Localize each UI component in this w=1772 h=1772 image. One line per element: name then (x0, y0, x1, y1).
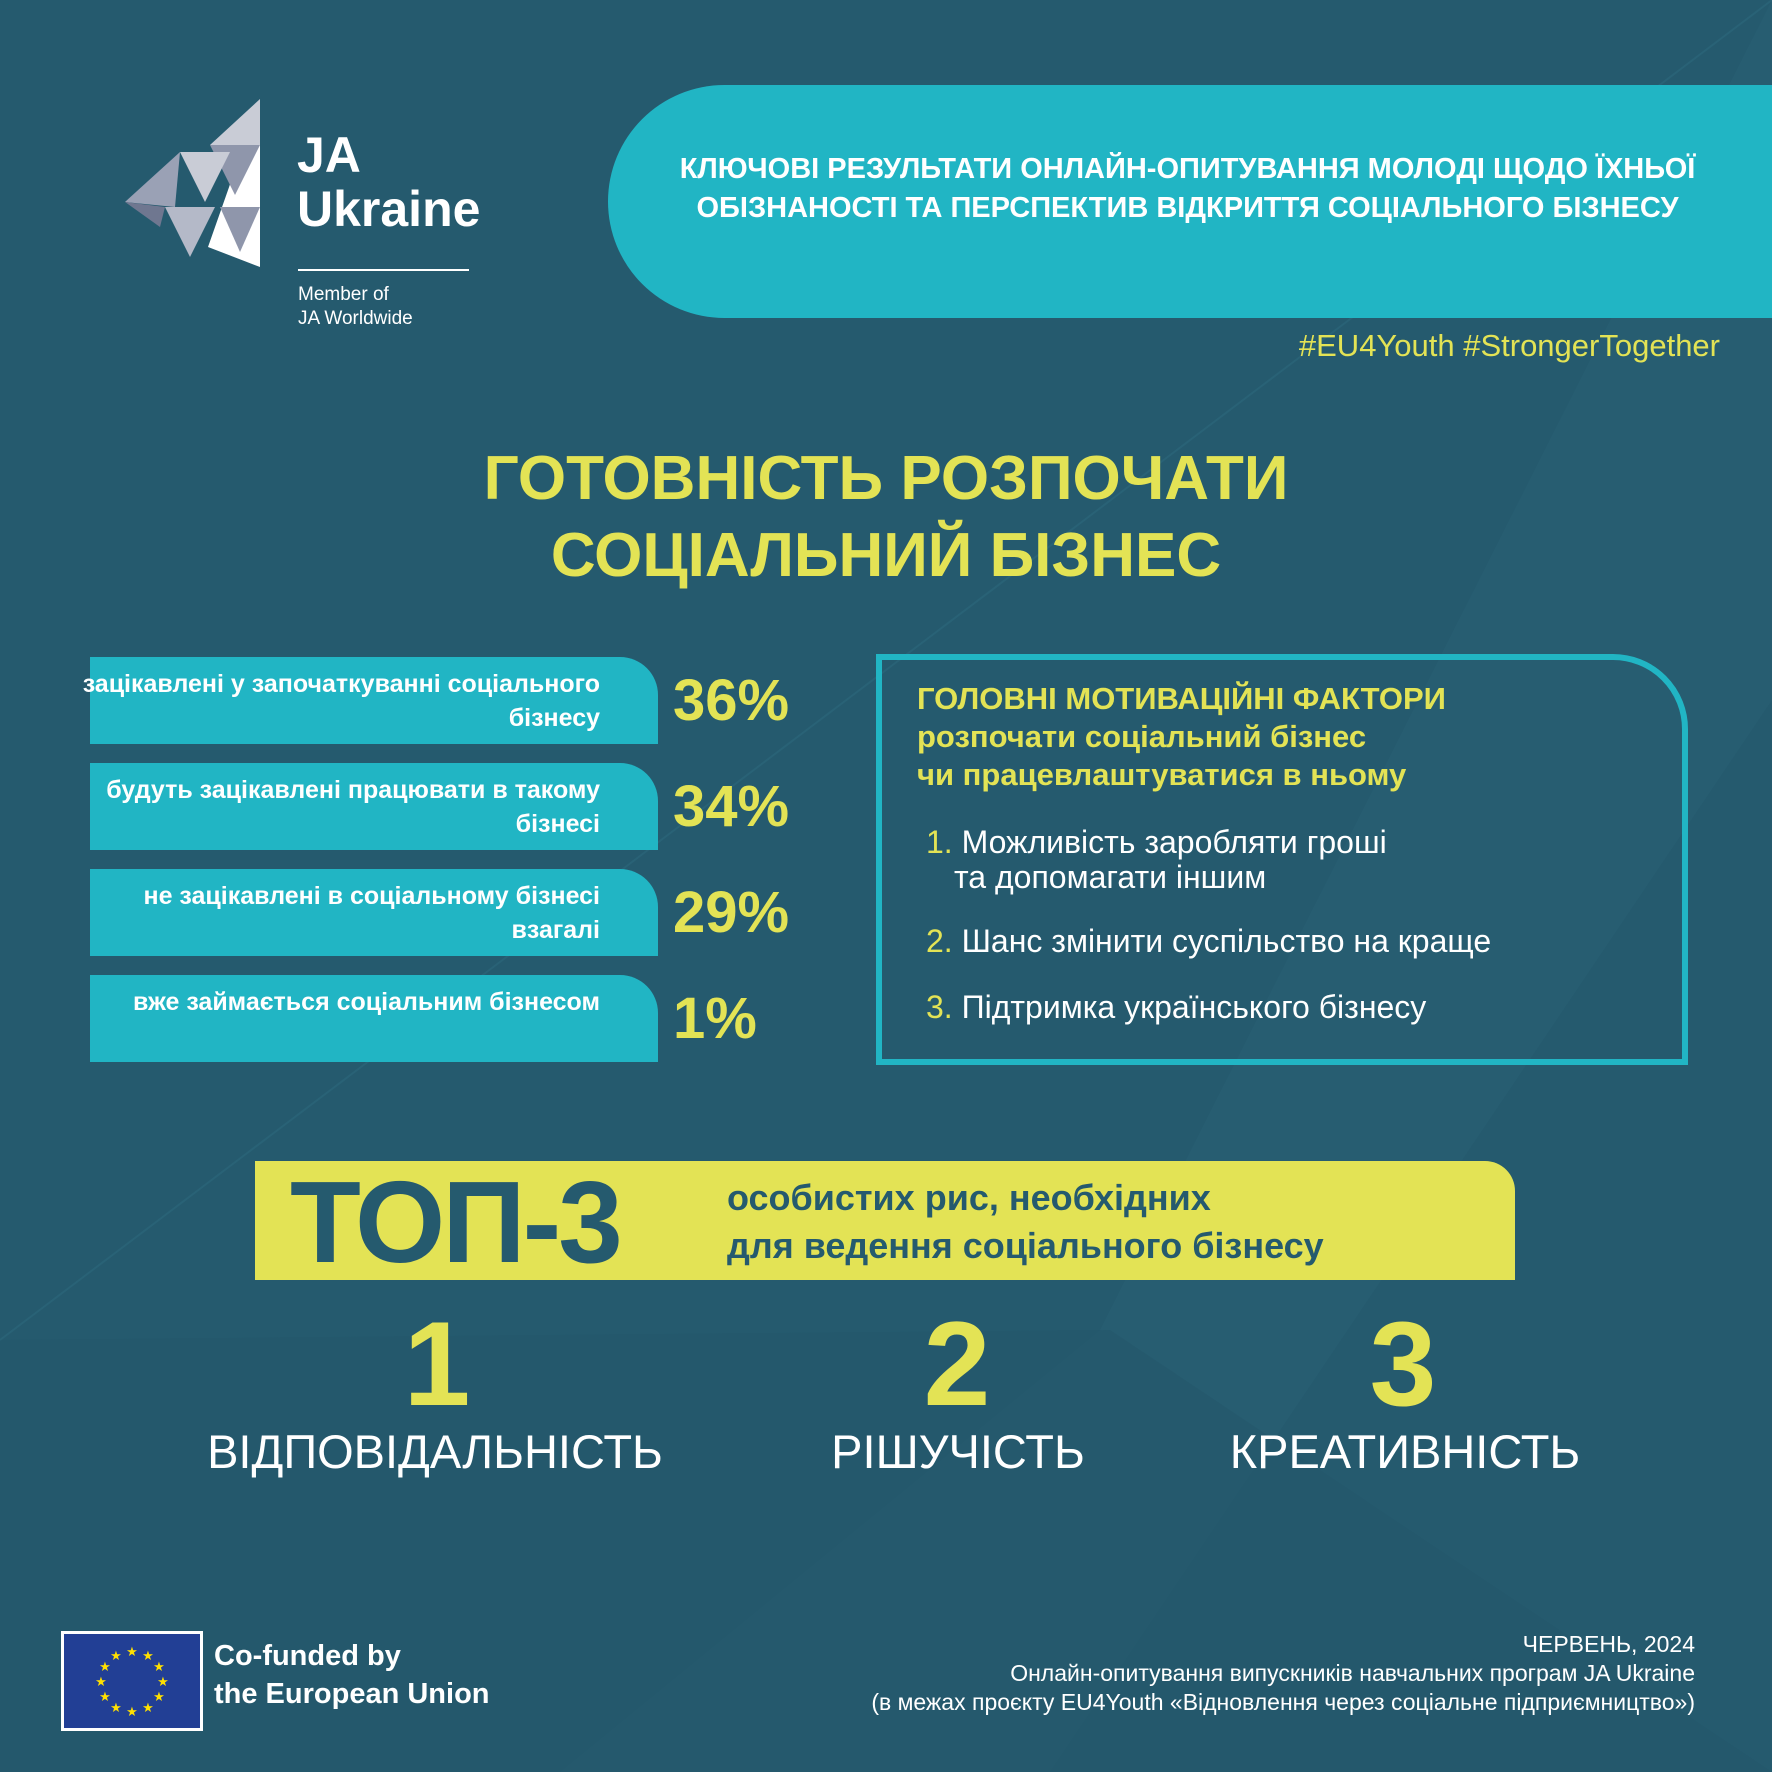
stat-label-3: не зацікавлені в соціальному бізнесі взагалі (143, 882, 600, 944)
stat-value-4: 1% (673, 986, 757, 1051)
stat-bar-4 (90, 975, 658, 1062)
trait-number-3: 3 (1369, 1297, 1437, 1431)
eu-line-2: the European Union (214, 1678, 490, 1710)
trait-number-1: 1 (403, 1297, 471, 1431)
logo-line-1: JA (297, 127, 361, 183)
eu-cofunded-text (214, 1637, 490, 1713)
header-title: КЛЮЧОВІ РЕЗУЛЬТАТИ ОНЛАЙН-ОПИТУВАННЯ МОЛОДІ ЩОДО ЇХНЬОЇ ОБІЗНАНОСТІ ТА ПЕРСПЕКТИВ ВІДКРИТТЯ СОЦІАЛЬНОГО БІЗНЕСУ (679, 153, 1696, 224)
trait-number-2: 2 (923, 1297, 991, 1431)
section-title (300, 440, 1472, 594)
trait-label-1: ВІДПОВІДАЛЬНІСТЬ (207, 1425, 663, 1478)
trait-label-2: РІШУЧІСТЬ (831, 1425, 1085, 1478)
ja-ukraine-logo-icon (120, 97, 270, 272)
svg-text:★: ★ (142, 1701, 154, 1716)
stat-label-2: будуть зацікавлені працювати в такому бізнесі (106, 776, 600, 838)
motivation-text-2: Шанс змінити суспільство на краще (961, 923, 1492, 959)
footer-source (871, 1630, 1695, 1717)
logo-member-text (298, 283, 413, 331)
svg-text:★: ★ (126, 1705, 138, 1720)
top3-description (727, 1174, 1324, 1270)
eu-line-1: Co-funded by (214, 1640, 401, 1672)
logo-line-2: Ukraine (297, 181, 481, 237)
motivation-num-3: 3. (926, 989, 953, 1025)
trait-label-3: КРЕАТИВНІСТЬ (1229, 1425, 1581, 1478)
stat-bar-2 (90, 763, 658, 850)
motivation-heading-1: ГОЛОВНІ МОТИВАЦІЙНІ ФАКТОРИ (917, 681, 1446, 716)
svg-text:★: ★ (157, 1675, 169, 1690)
footer-line-2: (в межах проєкту EU4Youth «Відновлення через соціальне підприємництво») (871, 1689, 1695, 1715)
footer-line-1: Онлайн-опитування випускників навчальних програм JA Ukraine (1010, 1660, 1695, 1686)
eu-flag-icon (61, 1631, 203, 1731)
svg-text:★: ★ (126, 1645, 138, 1660)
svg-text:★: ★ (95, 1675, 107, 1690)
stat-value-2: 34% (673, 774, 790, 839)
eu-stars-icon (64, 1634, 200, 1728)
stat-label-1: зацікавлені у започаткуванні соціального бізнесу (82, 670, 600, 732)
svg-text:★: ★ (110, 1701, 122, 1716)
motivation-item-2 (926, 924, 1491, 959)
logo-divider (298, 269, 469, 271)
svg-text:★: ★ (153, 1660, 165, 1675)
top3-title: ТОП-3 (290, 1157, 620, 1287)
motivation-num-2: 2. (926, 923, 953, 959)
motivation-text-3: Підтримка українського бізнесу (961, 989, 1427, 1025)
svg-text:★: ★ (99, 1690, 111, 1705)
top3-desc-line-1: особистих рис, необхідних (727, 1177, 1211, 1218)
motivation-item-3 (926, 990, 1426, 1025)
motivation-num-1: 1. (926, 824, 953, 860)
stat-value-1: 36% (673, 668, 790, 733)
top3-desc-line-2: для ведення соціального бізнесу (727, 1225, 1324, 1266)
section-title-line-1: ГОТОВНІСТЬ РОЗПОЧАТИ (483, 444, 1289, 513)
logo-wordmark (297, 128, 480, 236)
footer-date: ЧЕРВЕНЬ, 2024 (1522, 1631, 1695, 1657)
stat-bar-1 (82, 657, 658, 744)
motivation-item-1 (926, 825, 1387, 895)
member-line-1: Member of (298, 284, 389, 305)
stat-value-3: 29% (673, 880, 790, 945)
stat-bar-3 (90, 869, 658, 956)
svg-text:★: ★ (142, 1649, 154, 1664)
motivation-heading-2: розпочати соціальний бізнес (917, 719, 1367, 754)
hashtags: #EU4Youth #StrongerTogether (1298, 328, 1720, 363)
member-line-2: JA Worldwide (298, 308, 413, 329)
motivation-text-1a: Можливість заробляти гроші (961, 824, 1387, 860)
svg-text:★: ★ (153, 1690, 165, 1705)
motivation-heading (917, 680, 1446, 794)
svg-text:★: ★ (110, 1649, 122, 1664)
stat-label-4: вже займається соціальним бізнесом (133, 988, 600, 1016)
svg-text:★: ★ (99, 1660, 111, 1675)
motivation-text-1b: та допомагати іншим (954, 859, 1267, 895)
section-title-line-2: СОЦІАЛЬНИЙ БІЗНЕС (550, 521, 1222, 590)
motivation-heading-3: чи працевлаштуватися в ньому (917, 757, 1407, 792)
